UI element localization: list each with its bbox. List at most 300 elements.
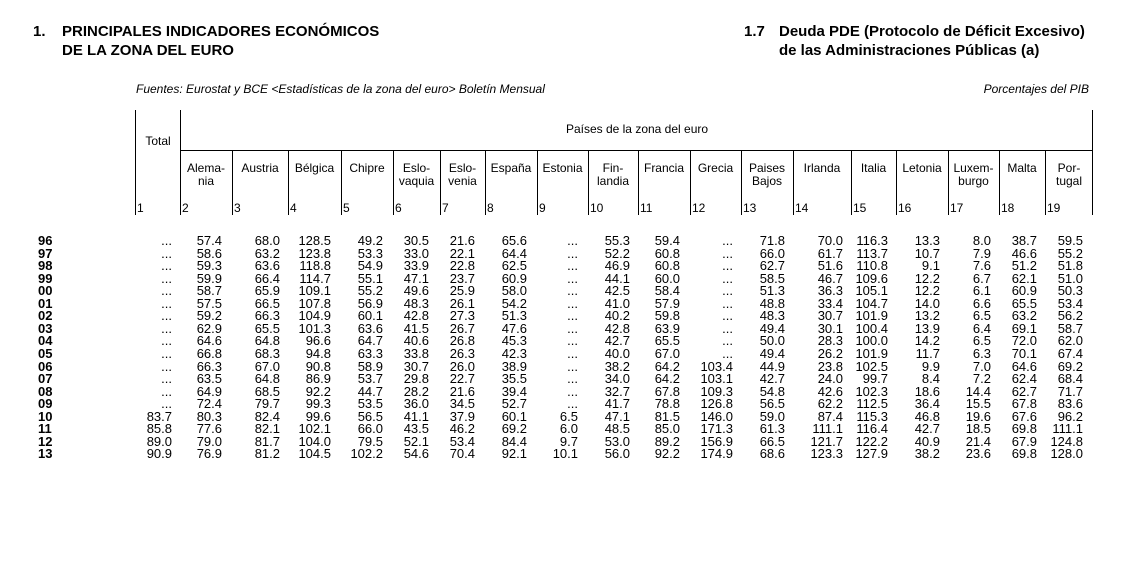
- table-cell: 99.7: [862, 371, 888, 387]
- table-cell: 99.3: [305, 396, 331, 412]
- column-header-line1: Eslo-: [448, 161, 477, 175]
- table-cell: 60.1: [501, 408, 527, 424]
- table-cell: 63.5: [196, 371, 222, 387]
- countries-group-header: Países de la zona del euro: [565, 122, 709, 136]
- table-cell: 38.7: [1011, 233, 1037, 248]
- table-cell: 116.4: [856, 421, 888, 437]
- table-cell: 58.0: [501, 283, 527, 299]
- table-cell: ...: [161, 295, 172, 311]
- table-cell: 89.0: [146, 433, 172, 449]
- table-cell: 53.7: [357, 371, 383, 387]
- table-cell: 30.5: [403, 233, 429, 248]
- column-header: [896, 162, 948, 175]
- column-header-line1: España: [490, 161, 532, 175]
- table-cell: 61.3: [759, 421, 785, 437]
- table-cell: 10.1: [552, 446, 578, 462]
- table-cell: 42.6: [817, 383, 843, 399]
- column-header: [741, 162, 793, 188]
- column-header-line2: venia: [448, 174, 477, 188]
- table-cell: 41.1: [403, 408, 429, 424]
- table-cell: 92.2: [305, 383, 331, 399]
- table-cell: 51.0: [1057, 270, 1083, 286]
- table-cell: 113.7: [856, 245, 888, 261]
- table-cell: 64.9: [196, 383, 222, 399]
- table-cell: 66.5: [254, 295, 280, 311]
- table-cell: 53.4: [1057, 295, 1083, 311]
- table-cell: 32.7: [604, 383, 630, 399]
- table-cell: 44.9: [759, 358, 785, 374]
- table-cell: 15.5: [965, 396, 991, 412]
- column-header: [588, 162, 638, 188]
- table-cell: 79.5: [357, 433, 383, 449]
- table-cell: 47.1: [403, 270, 429, 286]
- table-cell: 53.3: [357, 245, 383, 261]
- table-cell: 56.9: [357, 295, 383, 311]
- table-cell: 65.6: [501, 233, 527, 248]
- table-cell: 96.6: [305, 333, 331, 349]
- table-cell: 55.1: [357, 270, 383, 286]
- table-cell: 51.6: [817, 258, 843, 274]
- column-header-line1: Bélgica: [294, 161, 335, 175]
- table-cell: ...: [567, 371, 578, 387]
- column-number: 19: [1047, 201, 1061, 215]
- table-cell: ...: [567, 233, 578, 248]
- table-cell: 56.2: [1057, 308, 1083, 324]
- table-cell: 114.7: [299, 270, 331, 286]
- column-number: 3: [234, 201, 241, 215]
- column-number: 4: [290, 201, 297, 215]
- column-header: [948, 162, 999, 188]
- table-cell: ...: [567, 270, 578, 286]
- table-cell: 71.8: [759, 233, 785, 248]
- row-year: 08: [38, 383, 53, 399]
- column-header: [393, 162, 440, 188]
- row-year: 98: [38, 258, 53, 274]
- table-cell: ...: [567, 333, 578, 349]
- table-cell: 64.6: [1011, 358, 1037, 374]
- table-cell: 72.4: [196, 396, 222, 412]
- table-cell: 23.7: [449, 270, 475, 286]
- table-cell: 104.7: [855, 295, 888, 311]
- table-cell: 112.5: [856, 396, 888, 412]
- table-cell: ...: [567, 358, 578, 374]
- table-cell: 105.1: [855, 283, 888, 299]
- table-cell: ...: [161, 333, 172, 349]
- table-cell: 66.0: [759, 245, 785, 261]
- column-number: 6: [395, 201, 402, 215]
- table-cell: 7.2: [972, 371, 991, 387]
- row-year: 05: [38, 345, 53, 361]
- section-number: 1.: [33, 23, 46, 40]
- table-cell: 40.2: [604, 308, 630, 324]
- table-cell: ...: [722, 320, 733, 336]
- table-cell: 18.5: [965, 421, 991, 437]
- table-cell: 67.9: [1011, 433, 1037, 449]
- table-cell: 59.9: [196, 270, 222, 286]
- table-cell: 35.5: [501, 371, 527, 387]
- table-cell: 64.2: [654, 371, 680, 387]
- table-cell: 6.5: [559, 408, 578, 424]
- column-number: 7: [442, 201, 449, 215]
- table-cell: 52.1: [403, 433, 429, 449]
- table-cell: ...: [722, 283, 733, 299]
- table-cell: 83.6: [1057, 396, 1083, 412]
- row-year: 10: [38, 408, 53, 424]
- source-note: Fuentes: Eurostat y BCE <Estadísticas de la zona del euro> Boletín Mensual: [136, 82, 545, 96]
- column-header-line1: Austria: [241, 161, 279, 175]
- column-header-line1: Alema-: [186, 161, 225, 175]
- column-header: [180, 162, 232, 188]
- column-header: [851, 162, 896, 175]
- table-cell: 9.7: [559, 433, 578, 449]
- header-rule: [180, 150, 1093, 151]
- table-cell: 6.7: [972, 270, 991, 286]
- table-cell: 8.4: [921, 371, 940, 387]
- table-cell: 48.3: [759, 308, 785, 324]
- table-cell: 104.9: [298, 308, 331, 324]
- table-cell: 102.2: [350, 446, 383, 462]
- table-cell: 63.9: [654, 320, 680, 336]
- table-cell: 57.4: [196, 233, 222, 248]
- table-cell: 63.6: [254, 258, 280, 274]
- column-header-line1: Letonia: [902, 161, 942, 175]
- table-cell: 22.1: [449, 245, 475, 261]
- table-cell: 57.9: [654, 295, 680, 311]
- table-cell: 45.3: [501, 333, 527, 349]
- table-cell: 64.7: [357, 333, 383, 349]
- table-cell: ...: [722, 295, 733, 311]
- column-header-line2: nia: [197, 174, 214, 188]
- table-cell: 128.5: [298, 233, 331, 248]
- table-cell: 102.5: [855, 358, 888, 374]
- column-number: 1: [137, 201, 144, 215]
- row-year: 12: [38, 433, 53, 449]
- table-cell: 69.2: [1057, 358, 1083, 374]
- table-cell: 82.1: [254, 421, 280, 437]
- table-cell: 123.3: [810, 446, 843, 462]
- table-cell: 63.2: [1011, 308, 1037, 324]
- column-header-line2: tugal: [1055, 174, 1083, 188]
- table-cell: 126.8: [700, 396, 733, 412]
- column-header: [793, 162, 851, 175]
- table-cell: 146.0: [700, 408, 733, 424]
- table-cell: 60.0: [654, 270, 680, 286]
- row-year: 13: [38, 446, 53, 462]
- table-cell: ...: [722, 258, 733, 274]
- column-header-line1: Francia: [643, 161, 684, 175]
- table-cell: 60.9: [1011, 283, 1037, 299]
- table-cell: 47.6: [501, 320, 527, 336]
- table-cell: 33.0: [403, 245, 429, 261]
- column-header: [1045, 162, 1093, 188]
- table-cell: 49.4: [759, 345, 785, 361]
- column-number: 2: [182, 201, 189, 215]
- table-cell: 62.9: [196, 320, 222, 336]
- column-header-line2: landia: [596, 174, 630, 188]
- column-number: 16: [898, 201, 912, 215]
- table-cell: 83.7: [146, 408, 172, 424]
- table-cell: 68.0: [254, 233, 280, 248]
- table-cell: 67.6: [1011, 408, 1037, 424]
- table-left-rule: [135, 110, 136, 215]
- table-cell: 6.4: [972, 320, 991, 336]
- table-cell: 65.9: [254, 283, 280, 299]
- table-cell: 65.5: [654, 333, 680, 349]
- table-cell: 14.0: [914, 295, 940, 311]
- table-cell: 59.4: [654, 233, 680, 248]
- table-cell: 102.3: [855, 383, 888, 399]
- column-header-line1: Grecia: [697, 161, 734, 175]
- table-cell: 8.0: [972, 233, 991, 248]
- table-cell: 66.0: [357, 421, 383, 437]
- column-header-line1: Por-: [1057, 161, 1081, 175]
- table-cell: 67.0: [254, 358, 280, 374]
- row-year: 00: [38, 283, 53, 299]
- table-cell: 28.3: [817, 333, 843, 349]
- table-cell: 36.3: [817, 283, 843, 299]
- table-cell: 103.1: [700, 371, 733, 387]
- table-cell: ...: [161, 383, 172, 399]
- table-cell: 6.5: [972, 308, 991, 324]
- table-cell: ...: [567, 283, 578, 299]
- table-cell: 63.2: [254, 245, 280, 261]
- table-cell: 21.6: [449, 233, 475, 248]
- table-cell: 85.0: [654, 421, 680, 437]
- table-cell: 23.8: [817, 358, 843, 374]
- column-number: 15: [853, 201, 867, 215]
- table-cell: 59.0: [759, 408, 785, 424]
- column-header-line1: Luxem-: [953, 161, 994, 175]
- table-cell: ...: [567, 245, 578, 261]
- table-cell: 99.6: [305, 408, 331, 424]
- column-header: [440, 162, 485, 188]
- table-cell: 51.8: [1057, 258, 1083, 274]
- table-cell: 80.3: [196, 408, 222, 424]
- row-year: 09: [38, 396, 53, 412]
- table-cell: 62.4: [1011, 371, 1037, 387]
- column-header-line2: vaquia: [398, 174, 435, 188]
- table-cell: 10.7: [914, 245, 940, 261]
- table-cell: ...: [567, 383, 578, 399]
- column-number: 5: [343, 201, 350, 215]
- table-cell: 111.1: [812, 421, 843, 437]
- column-header-line2: Bajos: [751, 174, 783, 188]
- table-cell: 61.7: [817, 245, 843, 261]
- table-cell: 36.4: [914, 396, 940, 412]
- table-cell: 42.8: [403, 308, 429, 324]
- table-cell: 68.3: [254, 345, 280, 361]
- table-cell: 84.4: [501, 433, 527, 449]
- table-cell: 30.7: [817, 308, 843, 324]
- table-cell: 70.0: [817, 233, 843, 248]
- table-cell: 67.8: [654, 383, 680, 399]
- table-cell: 174.9: [700, 446, 733, 462]
- table-cell: 69.1: [1011, 320, 1037, 336]
- table-cell: 6.6: [972, 295, 991, 311]
- table-cell: 67.8: [1011, 396, 1037, 412]
- column-number: 14: [795, 201, 809, 215]
- table-cell: ...: [722, 345, 733, 361]
- table-cell: ...: [567, 345, 578, 361]
- table-cell: 49.4: [759, 320, 785, 336]
- column-number: 11: [640, 201, 653, 215]
- table-cell: 90.8: [305, 358, 331, 374]
- table-cell: 48.3: [403, 295, 429, 311]
- table-cell: 109.6: [855, 270, 888, 286]
- row-year: 99: [38, 270, 53, 286]
- table-cell: 43.5: [403, 421, 429, 437]
- table-cell: 46.6: [1011, 245, 1037, 261]
- table-cell: 64.2: [654, 358, 680, 374]
- table-cell: ...: [567, 295, 578, 311]
- table-cell: 59.5: [1057, 233, 1083, 248]
- table-cell: 21.4: [965, 433, 991, 449]
- table-cell: 86.9: [305, 371, 331, 387]
- table-cell: 77.6: [196, 421, 222, 437]
- table-cell: ...: [722, 270, 733, 286]
- table-cell: 66.3: [254, 308, 280, 324]
- row-year: 03: [38, 320, 53, 336]
- table-cell: 66.4: [254, 270, 280, 286]
- table-cell: 87.4: [817, 408, 843, 424]
- column-header: [341, 162, 393, 175]
- table-cell: 48.8: [759, 295, 785, 311]
- table-cell: 53.0: [604, 433, 630, 449]
- table-cell: ...: [161, 308, 172, 324]
- table-cell: 171.3: [700, 421, 733, 437]
- table-cell: 42.3: [501, 345, 527, 361]
- table-cell: 7.0: [972, 358, 991, 374]
- table-cell: 19.6: [965, 408, 991, 424]
- table-cell: 28.2: [403, 383, 429, 399]
- column-header: [537, 162, 588, 175]
- table-cell: 26.2: [817, 345, 843, 361]
- table-cell: 96.2: [1057, 408, 1083, 424]
- table-cell: 62.7: [1011, 383, 1037, 399]
- units-note: Porcentajes del PIB: [983, 82, 1089, 96]
- table-cell: 55.3: [604, 233, 630, 248]
- table-cell: 56.5: [759, 396, 785, 412]
- table-cell: 44.1: [604, 270, 630, 286]
- table-cell: 58.5: [759, 270, 785, 286]
- table-cell: 37.9: [449, 408, 475, 424]
- table-cell: 54.8: [759, 383, 785, 399]
- table-cell: 7.6: [972, 258, 991, 274]
- column-header: [232, 162, 288, 175]
- table-cell: 55.2: [357, 283, 383, 299]
- column-header-line1: Fin-: [602, 161, 624, 175]
- table-cell: 42.7: [914, 421, 940, 437]
- table-cell: 94.8: [305, 345, 331, 361]
- table-cell: 69.2: [501, 421, 527, 437]
- table-cell: 26.8: [449, 333, 475, 349]
- table-cell: 70.1: [1011, 345, 1037, 361]
- table-cell: 49.6: [403, 283, 429, 299]
- table-cell: 59.2: [196, 308, 222, 324]
- table-cell: 42.7: [759, 371, 785, 387]
- table-cell: 13.3: [914, 233, 940, 248]
- table-cell: 79.7: [254, 396, 280, 412]
- table-cell: 92.2: [654, 446, 680, 462]
- table-cell: 72.0: [1011, 333, 1037, 349]
- table-cell: 63.3: [357, 345, 383, 361]
- table-cell: 101.3: [298, 320, 331, 336]
- row-year: 02: [38, 308, 53, 324]
- column-number: 12: [692, 201, 706, 215]
- table-cell: 89.2: [654, 433, 680, 449]
- table-cell: 46.9: [604, 258, 630, 274]
- table-cell: 12.2: [914, 283, 940, 299]
- table-cell: 44.7: [357, 383, 383, 399]
- table-cell: 30.1: [817, 320, 843, 336]
- row-year: 97: [38, 245, 53, 261]
- table-cell: 81.5: [654, 408, 680, 424]
- column-header-line1: Italia: [860, 161, 887, 175]
- table-cell: 9.1: [921, 258, 940, 274]
- table-cell: 22.8: [449, 258, 475, 274]
- table-cell: 36.0: [403, 396, 429, 412]
- table-cell: ...: [567, 308, 578, 324]
- table-cell: ...: [722, 308, 733, 324]
- column-number: 18: [1001, 201, 1015, 215]
- table-cell: 101.9: [855, 345, 888, 361]
- table-cell: ...: [161, 396, 172, 412]
- table-cell: 128.0: [1050, 446, 1083, 462]
- table-cell: 51.3: [759, 283, 785, 299]
- table-cell: 12.2: [914, 270, 940, 286]
- table-cell: 60.8: [654, 258, 680, 274]
- table-cell: 58.6: [196, 245, 222, 261]
- table-cell: 13.9: [914, 320, 940, 336]
- table-cell: ...: [161, 233, 172, 248]
- table-cell: 41.7: [604, 396, 630, 412]
- table-cell: 124.8: [1050, 433, 1083, 449]
- table-cell: 64.6: [196, 333, 222, 349]
- table-cell: 14.2: [914, 333, 940, 349]
- table-cell: 90.9: [146, 446, 172, 462]
- column-header-line1: Estonia: [542, 161, 583, 175]
- table-cell: 57.5: [196, 295, 222, 311]
- table-cell: ...: [567, 320, 578, 336]
- table-cell: ...: [161, 245, 172, 261]
- table-cell: 30.7: [403, 358, 429, 374]
- table-cell: 62.1: [1011, 270, 1037, 286]
- table-cell: ...: [161, 258, 172, 274]
- table-cell: 79.0: [196, 433, 222, 449]
- table-cell: 78.8: [654, 396, 680, 412]
- table-cell: 81.2: [254, 446, 280, 462]
- table-cell: 82.4: [254, 408, 280, 424]
- table-cell: ...: [722, 245, 733, 261]
- table-cell: 41.5: [403, 320, 429, 336]
- table-cell: 103.4: [700, 358, 733, 374]
- column-header: [690, 162, 741, 175]
- table-cell: 109.3: [700, 383, 733, 399]
- table-cell: 76.9: [196, 446, 222, 462]
- table-cell: 121.7: [810, 433, 843, 449]
- table-number: 1.7: [744, 23, 765, 40]
- table-cell: 26.0: [449, 358, 475, 374]
- table-cell: 39.4: [501, 383, 527, 399]
- column-number: 10: [590, 201, 604, 215]
- column-number: 8: [487, 201, 494, 215]
- table-cell: 66.3: [196, 358, 222, 374]
- table-cell: ...: [722, 233, 733, 248]
- table-cell: 66.8: [196, 345, 222, 361]
- column-number: 9: [539, 201, 546, 215]
- table-cell: 38.2: [914, 446, 940, 462]
- table-cell: 41.0: [604, 295, 630, 311]
